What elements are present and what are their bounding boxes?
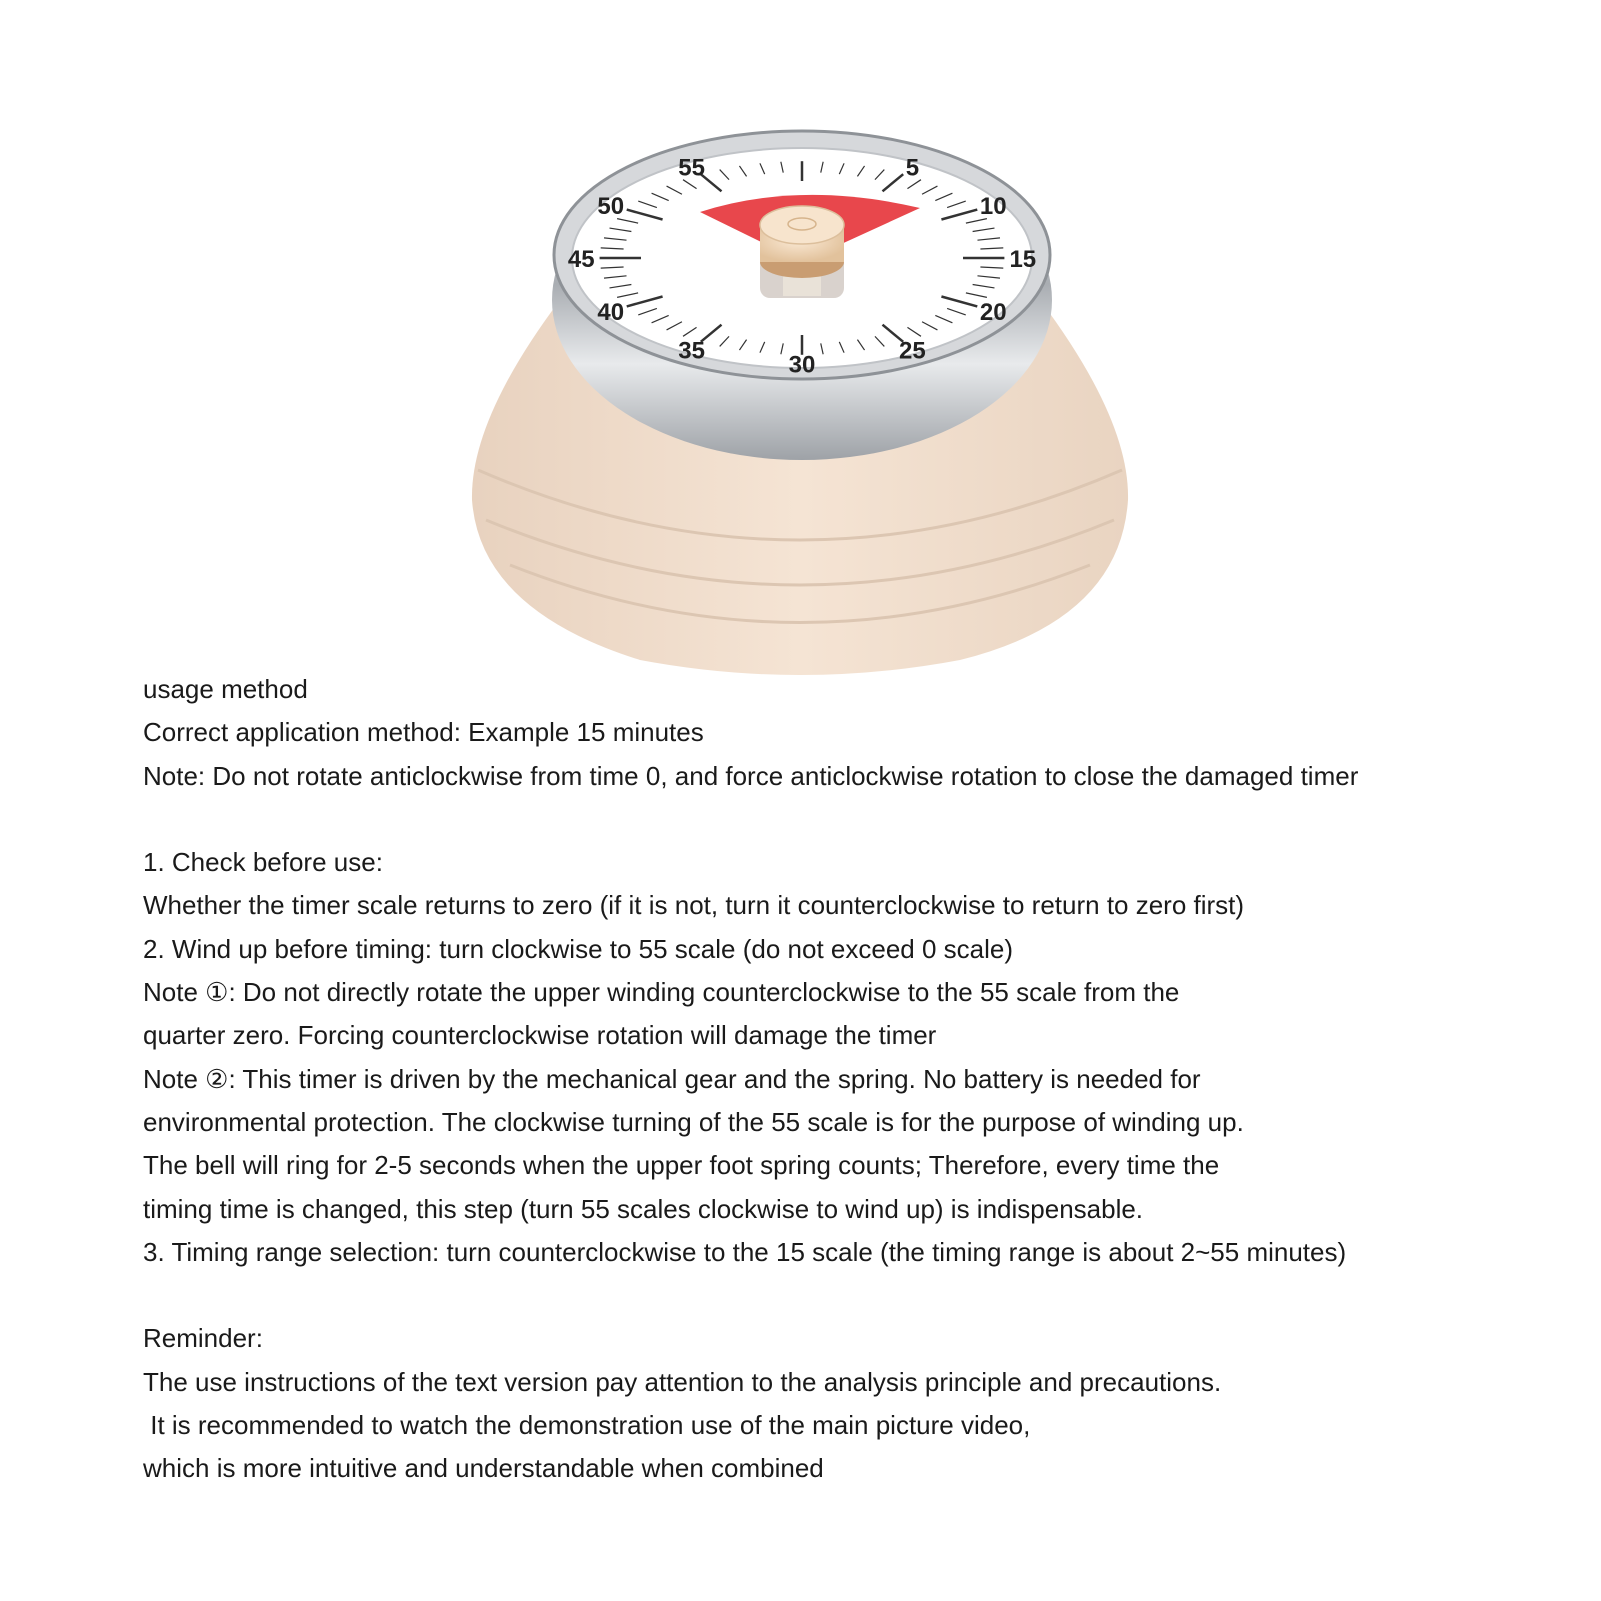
dial-number: 50 <box>597 193 625 221</box>
dial-number: 30 <box>788 351 816 379</box>
note2-line: Note ②: This timer is driven by the mechanical gear and the spring. No battery is needed for <box>143 1063 1201 1094</box>
step1-text: Whether the timer scale returns to zero (if it is not, turn it counterclockwise to return to zero first) <box>143 890 1245 921</box>
reminder-line: which is more intuitive and understandable when combined <box>143 1453 824 1484</box>
dial-number: 20 <box>979 298 1007 326</box>
usage-instructions <box>143 668 1583 1491</box>
dial-number: 35 <box>678 337 705 365</box>
dial-number: 25 <box>899 337 926 365</box>
reminder-line: It is recommended to watch the demonstration use of the main picture video, <box>143 1410 1031 1441</box>
spacer <box>143 798 1583 841</box>
winding-knob[interactable] <box>760 206 844 298</box>
spacer <box>143 1274 1583 1317</box>
reminder-heading: Reminder: <box>143 1323 263 1354</box>
kitchen-timer-photo <box>0 0 1601 700</box>
note2-line: timing time is changed, this step (turn 55 scales clockwise to wind up) is indispensable. <box>143 1193 1144 1224</box>
dial-number: 15 <box>1009 246 1037 273</box>
instructions-title: usage method <box>143 674 308 704</box>
dial-number: 10 <box>979 193 1007 221</box>
reminder-line: The use instructions of the text version pay attention to the analysis principle and precautions. <box>143 1366 1222 1397</box>
example-line: Correct application method: Example 15 minutes <box>143 717 704 748</box>
note2-line: environmental protection. The clockwise turning of the 55 scale is for the purpose of winding up. <box>143 1106 1244 1137</box>
dial-number: 40 <box>597 298 625 326</box>
step2-heading: 2. Wind up before timing: turn clockwise to 55 scale (do not exceed 0 scale) <box>143 933 1013 964</box>
top-note: Note: Do not rotate anticlockwise from time 0, and force anticlockwise rotation to close the damaged timer <box>143 760 1359 791</box>
dial-number: 5 <box>905 154 920 182</box>
step1-heading: 1. Check before use: <box>143 847 383 878</box>
dial-number: 45 <box>567 246 595 273</box>
dial-number: 55 <box>678 154 705 182</box>
note1-line: quarter zero. Forcing counterclockwise rotation will damage the timer <box>143 1020 937 1051</box>
step3-text: 3. Timing range selection: turn counterclockwise to the 15 scale (the timing range is about 2~55 minutes) <box>143 1236 1347 1267</box>
note1-line: Note ①: Do not directly rotate the upper winding counterclockwise to the 55 scale from the <box>143 977 1180 1008</box>
note2-line: The bell will ring for 2-5 seconds when the upper foot spring counts; Therefore, every time the <box>143 1150 1220 1181</box>
